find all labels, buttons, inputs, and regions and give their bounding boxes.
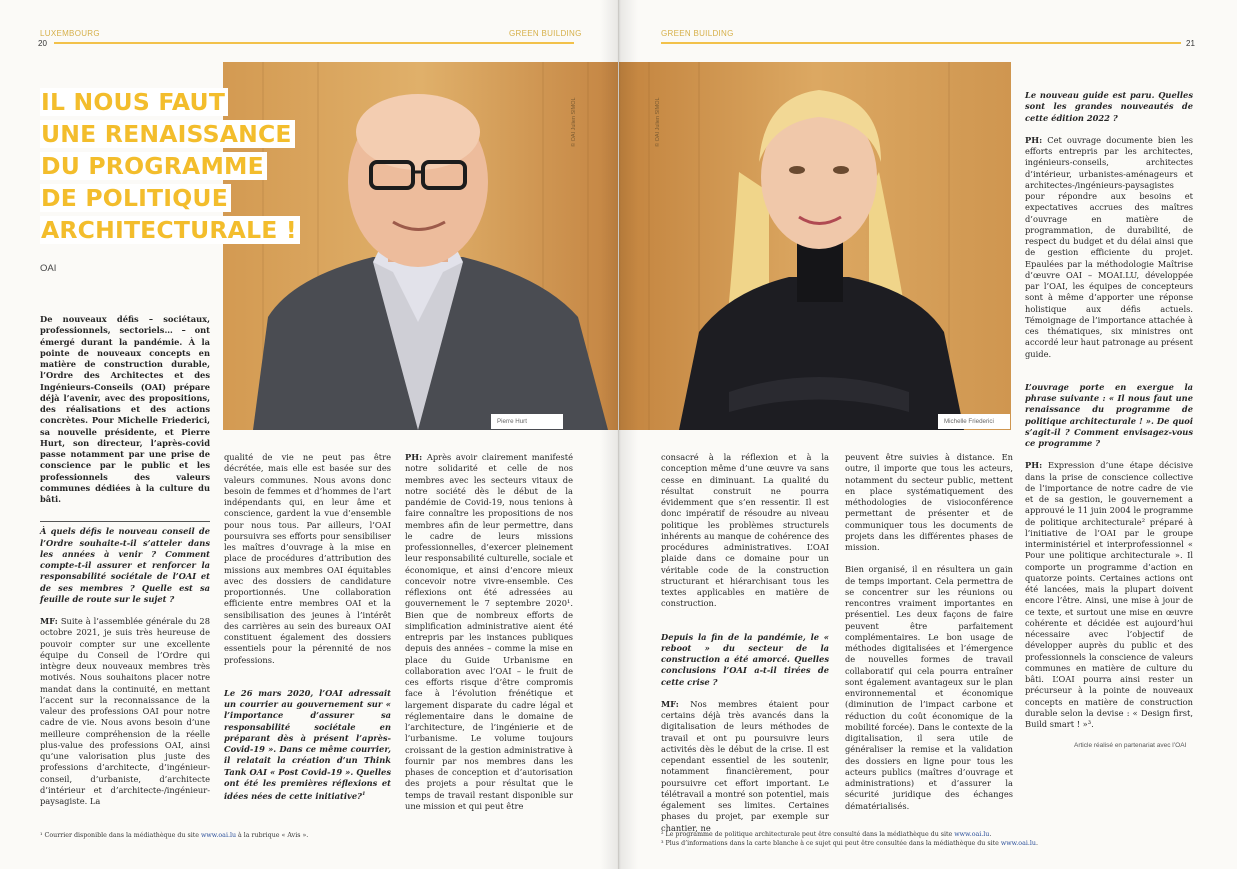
photo-credit-right: © OAI Julien SIMOL [655,97,661,147]
left-column-3 [405,452,573,823]
right-column-1-paragraph: consacré à la réflexion et à la conception même d’une œuvre va sans cesse en diminuant. La qualité du résultat construit ne pourra évidemment que s’en ressentir. Il est donc impératif de résoudre au niveau politique les problèmes structurels inhérents au manque de cohérence des procédures administratives. L’OAI plaide dans ce domaine pour un véritable code de la construction structurant et hiérarchisant tous les textes applicables en matière de construction. [661,452,829,609]
right-column-2-paragraph-1: peuvent être suivies à distance. En outre, il importe que tous les acteurs, notamment du secteur public, mettent en place systématiquement des méthodologies de visioconférence permettant de présenter et de communiquer tous les documents de projets dans les différentes phases de mission. [845,452,1013,552]
photo-pierre-hurt [223,62,618,430]
left-section-label: GREEN BUILDING [509,29,582,38]
answer-5-text: Expression d’une étape décisive dans la prise de conscience collective de l’importance de notre cadre de vie et de sa gestion, le gouvernement a approuvé le 11 juin 2004 le programme de politique architecturale² préparé à l’initiative de l’OAI par le groupe interministériel et interprofessionnel « Pour une politique architecturale ». Il comporte un programme d’action en quatorze points. Certaines actions ont été lancées, mais la plupart doivent encore l’être. Ainsi, une mise à jour de ce texte, et surtout une mise en œuvre cohérente et décidée est aujourd’hui nécessaire avec l’objectif de développer auprès du public et des professionnels la conscience de valeurs communes en matière de culture du bâti. L’OAI pourra ainsi rester un précurseur à la pointe de nouveaux concepts en matière de construction durable selon la devise : « Design first, Build smart ! »³. [1025,460,1193,729]
footnote-3-link[interactable]: www.oai.lu [1000,840,1036,847]
right-section-label: GREEN BUILDING [661,29,734,38]
portrait-michelle-friederici [619,62,1011,430]
left-page [0,0,618,869]
partner-note: Article réalisé en partenariat avec l’OAI [1074,742,1187,749]
footnote-1: ¹ Courrier disponible dans la médiathèque du site www.oai.lu à la rubrique « Avis ». [40,832,309,839]
title-line-4: DE POLITIQUE [40,182,280,214]
article-title [40,86,297,246]
answer-3-text: Nos membres étaient pour certains déjà très avancés dans la digitalisation de leurs méthodes de travail et ont pu poursuivre leurs activités dès le début de la crise. Il est cependant essentiel de les soutenir, notamment financièrement, pour poursuivre cet effort important. Le télétravail a montré son potentiel, mais également ses limites. Certaines phases du projet, par exemple sur chantier, ne [661,698,829,833]
left-page-number: 20 [38,39,47,48]
footnote-2-link[interactable]: www.oai.lu [954,831,990,838]
right-column-2 [845,452,1013,823]
answer-1-speaker: MF: [40,616,58,626]
photo-credit-left: © OAI Julien SIMOL [571,97,577,147]
title-line-3: DU PROGRAMME [40,150,280,182]
article-author: OAI [40,263,57,274]
left-header-label: LUXEMBOURG [40,29,100,38]
answer-1 [40,616,210,807]
question-4: Le nouveau guide est paru. Quelles sont les grandes nouveautés de cette édition 2022 ? [1025,90,1193,123]
answer-5-speaker: PH: [1025,460,1043,471]
photo-michelle-friederici [619,62,1011,430]
portrait-pierre-hurt [223,62,618,430]
question-2: Le 26 mars 2020, l’OAI adressait un courrier au gouvernement sur « l’importance d’assurer sa responsabilité sociétale en préparant dès à présent l’après-Covid-19 ». Dans ce même courrier, il relatait la création d’un Think Tank OAI « Post Covid-19 ». Quelles ont été les premières réflexions et idées nées de cette initiative?$^1$ [224,687,391,801]
question-5: L’ouvrage porte en exergue la phrase suivante : « Il nous faut une renaissance du programme de politique architecturale ! ». De quoi s’agit-il ? Comment envisagez-vous ce programme ? [1025,381,1193,448]
column-2-paragraph: qualité de vie ne peut pas être décrétée, mais elle est basée sur des valeurs communes. Nous avons donc besoin de femmes et d’hommes de l’art indépendants qui, en leur âme et conscience, gardent la vue d’ensemble pour nous tous. Par ailleurs, l’OAI poursuivra ses efforts pour sensibiliser les maîtres d’ouvrage à la mise en place de procédures d’attribution des missions aux membres OAI équitables avec des dossiers de candidature proportionnés. Une collaboration efficiente entre membres OAI et la sensibilisation des jeunes à l’intérêt des carrières au sein des bureaux OAI constituent également des dossiers essentiels pour la pérennité de nos professions. [224,452,391,665]
answer-5 [1025,460,1193,730]
caption-pierre-hurt: Pierre Hurt [491,414,563,429]
question-1: À quels défis le nouveau conseil de l’Ordre souhaite-t-il s’atteler dans les années à venir ? Comment compte-t-il assurer et renforcer la responsabilité sociétale de l’OAI et de ses membres ? Quelle est sa feuille de route sur le sujet ? [40,521,210,605]
title-line-5: ARCHITECTURALE ! [40,214,280,246]
answer-3-speaker: MF: [661,698,679,709]
right-column-3 [1025,90,1193,741]
answer-2-text: Après avoir clairement manifesté notre solidarité et celle de nos membres avec les secteurs vitaux de notre société dès le début de la pandémie de Covid-19, nous tenions à faire connaître les propositions de nos membres afin de leur permettre, dans le cadre de leurs missions professionnelles, d’exercer pleinement leur responsabilité culturelle, sociale et économique, et ainsi d’encore mieux concevoir notre vivre-ensemble. Ces réflexions ont été adressées au gouvernement le 7 septembre 2020¹. Bien que de nombreux efforts de simplification administrative aient été entrepris par les instances publiques depuis des années – comme la mise en place du Guide Urbanisme en collaboration avec l’OAI – le fruit de ces efforts risque d’être compromis face à l’évolution frénétique et largement disparate du cadre légal et réglementaire dans le domaine de l’architecture, de l’ingénierie et de l’urbanisme. Le volume toujours croissant de la gestion administrative à fournir par nos membres dans les phases de conception et d’autorisation des projets a pour résultat que le temps de travail restant disponible sur une mission et qui peut être [405,452,574,811]
left-header-rule [54,42,574,44]
right-page [619,0,1237,869]
answer-4 [1025,135,1193,360]
answer-2-speaker: PH: [405,452,423,462]
answer-3 [661,699,829,834]
right-column-1 [661,452,829,845]
title-line-2: UNE RENAISSANCE [40,118,280,150]
caption-michelle-friederici: Michelle Friederici [938,414,1010,429]
answer-4-speaker: PH: [1025,134,1043,145]
right-page-number: 21 [1186,39,1195,48]
right-header-rule [661,42,1181,44]
footnote-3: ³ Plus d’informations dans la carte blanche à ce sujet qui peut être consultée dans la médiathèque du site www.oai.lu. [661,840,1038,847]
title-line-1: IL NOUS FAUT [40,86,280,118]
question-3: Depuis la fin de la pandémie, le « reboot » du secteur de la construction a été amorcé. Quelles conclusions l’OAI a-t-il tirées de cette crise ? [661,631,829,687]
footnote-2: ² Le programme de politique architecturale peut être consulté dans la médiathèque du site www.oai.lu. [661,831,992,838]
answer-2 [405,452,573,812]
left-column-1 [40,314,210,818]
answer-4-text: Cet ouvrage documente bien les efforts entrepris par les architectes, ingénieurs-conseils, architectes d’intérieur, urbanistes-aménageurs et architectes-/ingénieurs-paysagistes pour répondre aux besoins et expectatives accrues des maîtres d’ouvrage en matière de programmation, de durabilité, de respect du budget et du délai ainsi que de gestion efficiente du projet. Epaulées par la méthodologie Maîtrise d’œuvre OAI – MOAI.LU, développée par l’OAI, les équipes de concepteurs sont à même d’apporter une réponse holistique aux défis actuels. Témoignage de l’importance attachée à ces thématiques, six ministres ont accordé leur haut patronage au présent guide. [1025,134,1193,359]
left-column-2 [224,452,391,813]
answer-1-text: Suite à l’assemblée générale du 28 octobre 2021, je suis très heureuse de pouvoir compter sur une excellente équipe du Conseil de l’Ordre qui intègre deux nouveaux membres très motivés. Nous souhaitons placer notre mandat dans la continuité, en mettant l’accent sur la reconnaissance de la valeur des professions OAI pour notre cadre de vie. Nous avons besoin d’une meilleure compréhension de la réelle plus-value des professions OAI, ainsi qu’une valorisation plus juste des professions d’architecte, d’ingénieur-conseil, d’urbaniste, d’architecte d’intérieur et d’architecte-/ingénieur-paysagiste. La [40,616,210,806]
footnote-1-link[interactable]: www.oai.lu [200,832,237,839]
right-column-2-paragraph-2: Bien organisé, il en résultera un gain de temps important. Cela permettra de se concentrer sur les réunions ou rencontres vraiment importantes en présentiel. Les deux façons de faire peuvent être parfaitement complémentaires. Le bon usage de méthodes digitalisées et l’émergence de nouvelles formes de travail collaboratif qui cela pourra entraîner sont également avantageux sur le plan environnemental et économique (diminution de l’impact carbone et réduction du coût économique de la mobilité forcée). Dans le contexte de la digitalisation, il sera utile de généraliser la remise et la validation des dossiers en ligne pour tous les acteurs publics (maîtres d’ouvrage et administrations) et d’assurer la sécurité juridique des échanges dématérialisés. [845,564,1013,811]
intro-paragraph: De nouveaux défis – sociétaux, professionnels, sectoriels… – ont émergé durant la pandémie. À la pointe de nouveaux concepts en matière de construction durable, l’Ordre des Architectes et des Ingénieurs-Conseils (OAI) prépare déjà l’avenir, avec des propositions, des réalisations et des actions concrètes. Pour Michelle Friederici, sa nouvelle présidente, et Pierre Hurt, son directeur, l’après-covid passe notamment par une prise de conscience par le public et les professionnels des valeurs communes dédiées à la culture du bâti. [40,314,210,504]
